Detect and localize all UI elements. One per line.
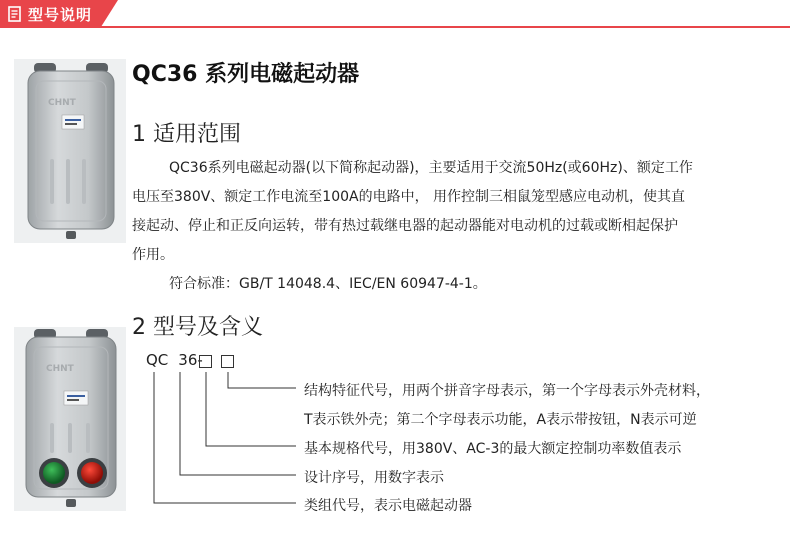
section-heading-scope: 1 适用范围 — [132, 122, 241, 147]
svg-text:CHNT: CHNT — [48, 98, 76, 108]
explanation-category: 类组代号，表示电磁起动器 — [304, 498, 472, 514]
leader-line-1 — [228, 372, 296, 388]
leader-line-3 — [180, 372, 296, 475]
section-heading-model: 2 型号及含义 — [132, 315, 263, 340]
code-36: 36- — [178, 351, 203, 369]
scope-line-2: 电压至380V、额定工作电流至100A的电路中， 用作控制三相鼠笼型感应电动机，使其直 — [132, 189, 686, 205]
svg-text:CHNT: CHNT — [46, 364, 74, 374]
header-title: 型号说明 — [28, 6, 93, 24]
leader-line-2 — [206, 372, 296, 446]
leader-line-4 — [154, 372, 296, 503]
scope-line-3: 接起动、停止和正反向运转，带有热过载继电器的起动器能对电动机的过载或断相起保护 — [132, 218, 678, 234]
code-qc: QC — [146, 351, 169, 369]
explanation-design: 设计序号，用数字表示 — [304, 470, 444, 486]
explanation-structure: 结构特征代号，用两个拼音字母表示，第一个字母表示外壳材料， — [304, 383, 710, 399]
scope-line-4: 作用。 — [132, 247, 174, 263]
page-title: QC36 系列电磁起动器 — [132, 62, 360, 87]
explanation-spec: 基本规格代号，用380V、AC-3的最大额定控制功率数值表示 — [304, 441, 682, 457]
scope-line-1: QC36系列电磁起动器(以下简称起动器)，主要适用于交流50Hz(或60Hz)、额定工作 — [169, 160, 693, 176]
explanation-structure-cont: T表示铁外壳；第二个字母表示功能，A表示带按钮，N表示可逆 — [304, 412, 697, 428]
standard-line: 符合标准：GB/T 14048.4、IEC/EN 60947-4-1。 — [169, 276, 487, 292]
